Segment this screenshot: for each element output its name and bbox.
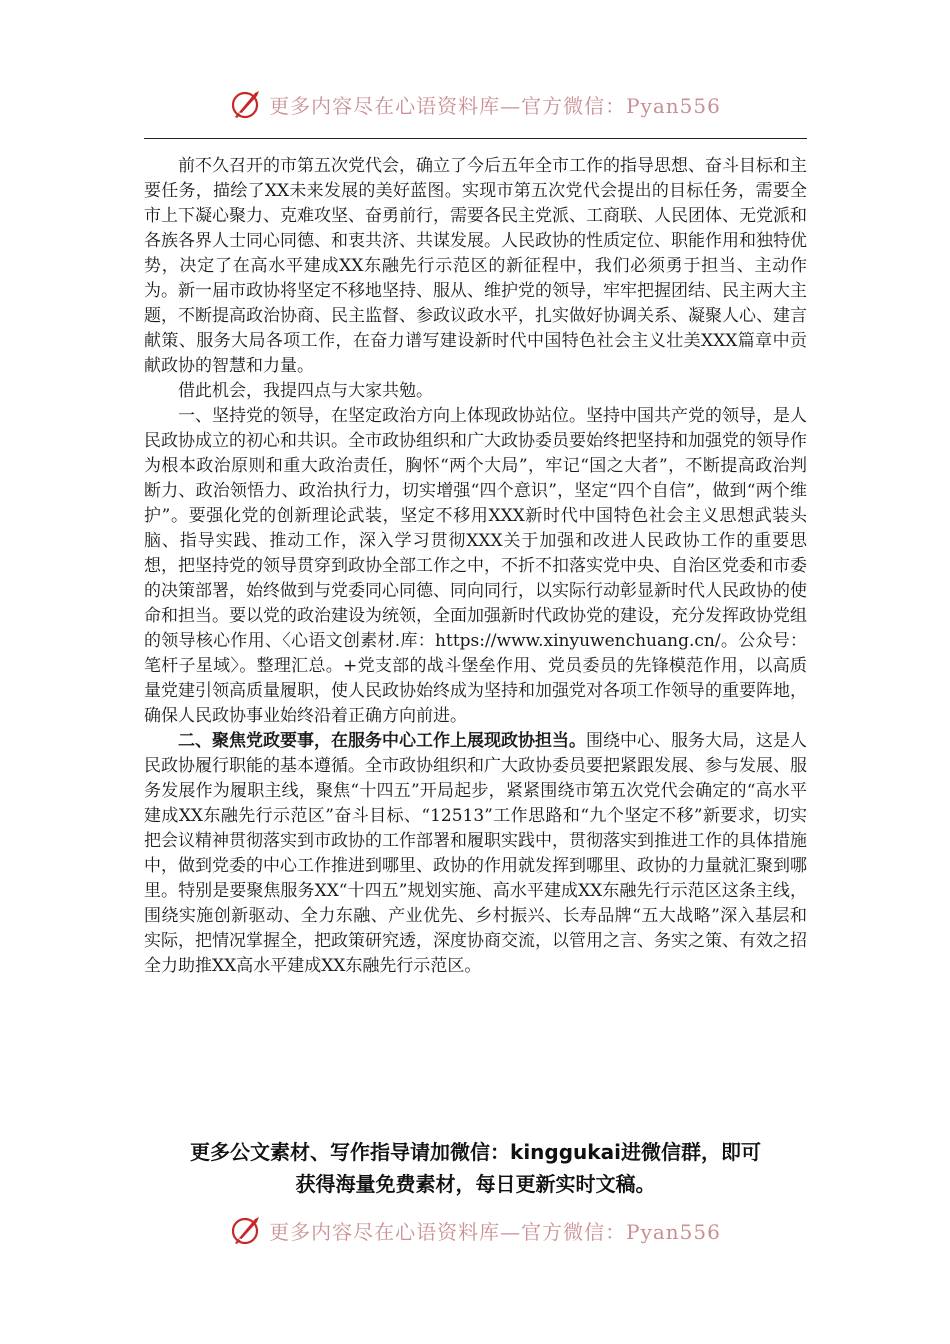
header-banner (0, 84, 950, 124)
footer-banner (0, 1210, 950, 1250)
document-body (144, 154, 807, 979)
paragraph-transition: 借此机会，我提四点与大家共勉。 (178, 381, 433, 401)
point-two-heading: 二、聚焦党政要事，在服务中心工作上展现政协担当。 (178, 731, 586, 751)
point-two-text: 围绕中心、服务大局，这是人民政协履行职能的基本遵循。全市政协组织和广大政协委员要把紧跟发展、参与发展、服务发展作为履职主线，聚焦“十四五”开局起步，紧紧围绕市第五次党代会确定的“高水平建成XX东融先行示范区”奋斗目标、“12513”工作思路和“九个坚定不移”新要求，切实把会议精神贯彻落实到市政协的工作部署和履职实践中，贯彻落实到推进工作的具体措施中，做到党委的中心工作推进到哪里、政协的作用就发挥到哪里、政协的力量就汇聚到哪里。特别是要聚焦服务XX“十四五”规划实施、高水平建成XX东融先行示范区这条主线，围绕实施创新驱动、全力东融、产业优先、乡村振兴、长寿品牌“五大战略”深入基层和实际，把情况掌握全，把政策研究透，深度协商交流，以管用之言、务实之策、有效之招全力助推XX高水平建成XX东融先行示范区。 (144, 731, 807, 976)
header-banner-text: 更多内容尽在心语资料库—官方微信：Pyan556 (269, 93, 721, 118)
quill-pen-logo-icon (229, 87, 263, 121)
quill-pen-logo-icon (229, 1213, 263, 1247)
footer-promo (144, 1136, 807, 1200)
header-divider (144, 138, 807, 139)
footer-promo-line-2: 获得海量免费素材，每日更新实时文稿。 (295, 1172, 656, 1196)
paragraph-point-two (144, 729, 807, 979)
footer-promo-line-1: 更多公文素材、写作指导请加微信：kinggukai进微信群，即可 (190, 1140, 761, 1164)
footer-banner-text: 更多内容尽在心语资料库—官方微信：Pyan556 (269, 1219, 721, 1244)
paragraph-intro: 前不久召开的市第五次党代会，确立了今后五年全市工作的指导思想、奋斗目标和主要任务，描绘了XX未来发展的美好蓝图。实现市第五次党代会提出的目标任务，需要全市上下凝心聚力、克难攻坚、奋勇前行，需要各民主党派、工商联、人民团体、无党派和各族各界人士同心同德、和衷共济、共谋发展。人民政协的性质定位、职能作用和独特优势，决定了在高水平建成XX东融先行示范区的新征程中，我们必须勇于担当、主动作为。新一届市政协将坚定不移地坚持、服从、维护党的领导，牢牢把握团结、民主两大主题，不断提高政治协商、民主监督、参政议政水平，扎实做好协调关系、凝聚人心、建言献策、服务大局各项工作，在奋力谱写建设新时代中国特色社会主义壮美XXX篇章中贡献政协的智慧和力量。 (144, 156, 807, 376)
paragraph-point-one: 一、坚持党的领导，在坚定政治方向上体现政协站位。坚持中国共产党的领导，是人民政协成立的初心和共识。全市政协组织和广大政协委员要始终把坚持和加强党的领导作为根本政治原则和重大政治责任，胸怀“两个大局”，牢记“国之大者”，不断提高政治判断力、政治领悟力、政治执行力，切实增强“四个意识”，坚定“四个自信”，做到“两个维护”。要强化党的创新理论武装，坚定不移用XXX新时代中国特色社会主义思想武装头脑、指导实践、推动工作，深入学习贯彻XXX关于加强和改进人民政协工作的重要思想，把坚持党的领导贯穿到政协全部工作之中，不折不扣落实党中央、自治区党委和市委的决策部署，始终做到与党委同心同德、同向同行，以实际行动彰显新时代人民政协的使命和担当。要以党的政治建设为统领，全面加强新时代政协党的建设，充分发挥政协党组的领导核心作用、〈心语文创素材.库：https://www.xinyuwenchuang.cn/。公众号：笔杆子星域〉。整理汇总。+党支部的战斗堡垒作用、党员委员的先锋模范作用，以高质量党建引领高质量履职，使人民政协始终成为坚持和加强党对各项工作领导的重要阵地，确保人民政协事业始终沿着正确方向前进。 (144, 406, 807, 726)
